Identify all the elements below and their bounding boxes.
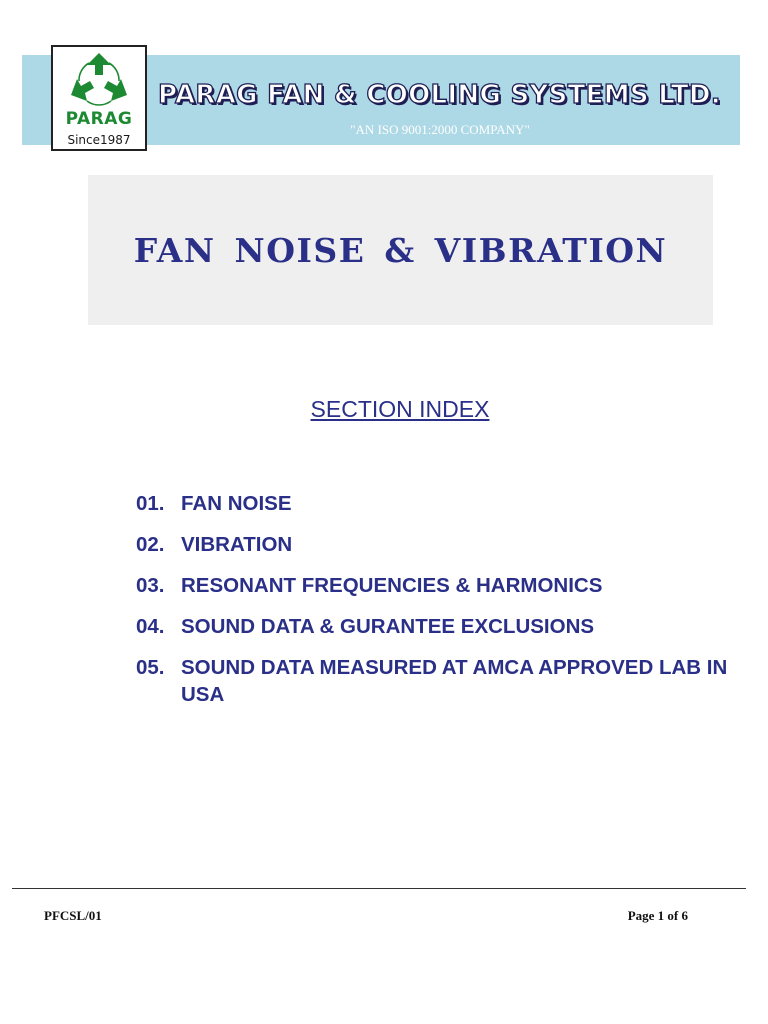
- index-title: SOUND DATA & GURANTEE EXCLUSIONS: [181, 615, 595, 638]
- page-number: Page 1 of 6: [627, 908, 688, 923]
- index-item: [136, 490, 736, 517]
- index-number: 02.: [136, 533, 165, 556]
- section-index-list: [136, 490, 736, 722]
- company-tagline: "AN ISO 9001:2000 COMPANY": [350, 122, 530, 137]
- document-code: PFCSL/01: [44, 908, 102, 923]
- index-title: FAN NOISE: [181, 492, 292, 515]
- index-item: [136, 572, 736, 599]
- index-number: 03.: [136, 574, 165, 597]
- index-number: 05.: [136, 656, 165, 679]
- title-box: [88, 175, 713, 325]
- recycle-arrows-icon: [67, 51, 131, 111]
- document-title: FAN NOISE & VIBRATION: [133, 231, 668, 270]
- index-number: 01.: [136, 492, 165, 515]
- index-item: [136, 654, 736, 708]
- index-title: VIBRATION: [181, 533, 293, 556]
- index-title: RESONANT FREQUENCIES & HARMONICS: [181, 574, 603, 597]
- index-title: SOUND DATA MEASURED AT AMCA APPROVED LAB IN USA: [181, 656, 728, 706]
- section-index-heading: SECTION INDEX: [310, 396, 490, 422]
- footer-divider: [12, 888, 746, 889]
- logo-name: PARAG: [65, 109, 133, 129]
- index-number: 04.: [136, 615, 165, 638]
- company-name: PARAG FAN & COOLING SYSTEMS LTD.: [158, 80, 721, 110]
- logo-since: Since1987: [67, 133, 131, 147]
- index-item: [136, 613, 736, 640]
- company-logo: [51, 45, 147, 151]
- index-item: [136, 531, 736, 558]
